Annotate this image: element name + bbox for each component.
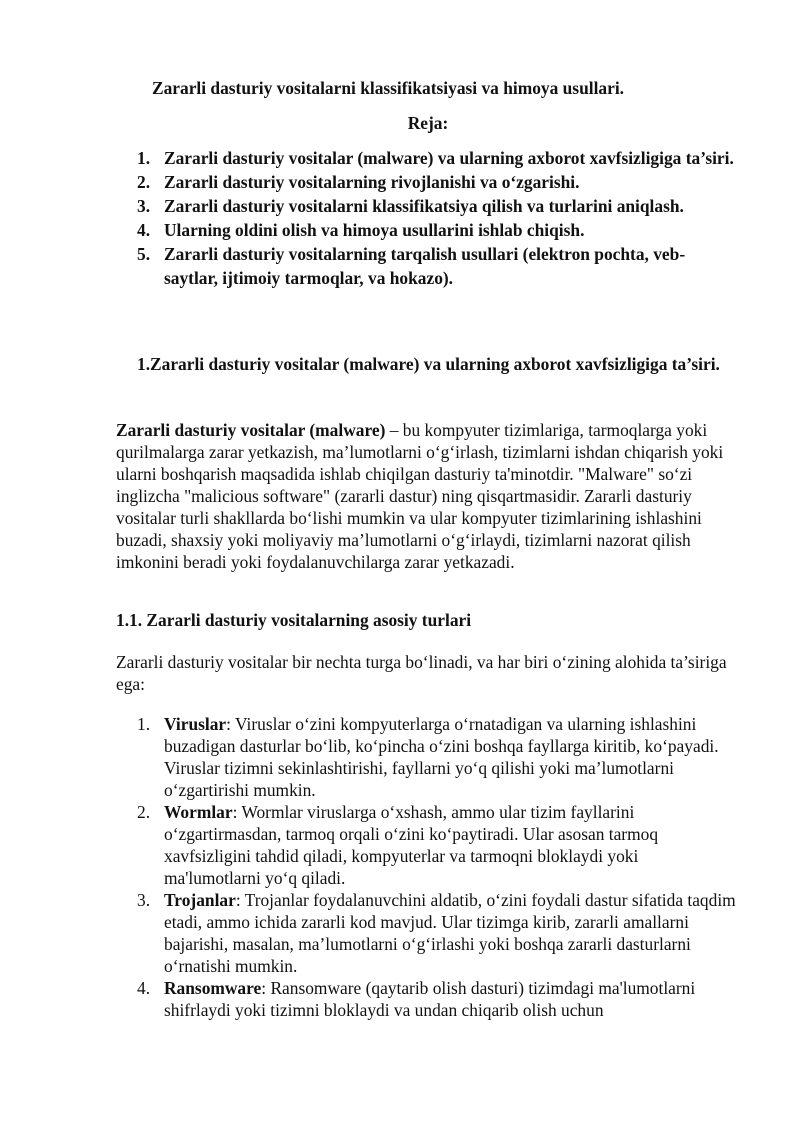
section-1-1-heading: 1.1. Zararli dasturiy vositalarning asosiy turlari xyxy=(116,610,472,630)
plan-item-number: 1. xyxy=(137,148,151,168)
list-item-number: 2. xyxy=(137,802,151,822)
type-description: : Trojanlar foydalanuvchini aldatib, o‘zini foydali dastur sifatida taqdim etadi, ammo ichida zararli kod mavjud. Ular tizimga kirib, zararli amallarni bajarishi, masalan, ma’lumotlarni o‘g‘irlashi yoki boshqa zararli dasturlarni o‘rnatishi mumkin. xyxy=(164,890,736,976)
plan-item xyxy=(137,170,737,194)
plan-item-number: 3. xyxy=(137,196,151,216)
type-description: : Wormlar viruslarga o‘xshash, ammo ular tizim fayllarini o‘zgartirmasdan, tarmoq orqali o‘zini ko‘paytiradi. Ular asosan tarmoq xavfsizligini tahdid qiladi, kompyuterlar va tarmoqni bloklaydi yoki ma'lumotlarni yo‘q qiladi. xyxy=(164,802,659,888)
type-term: Viruslar xyxy=(164,714,227,734)
type-term: Ransomware xyxy=(164,978,262,998)
list-item xyxy=(137,889,737,977)
plan-item-text: Ularning oldini olish va himoya usullarini ishlab chiqish. xyxy=(164,220,585,240)
plan-item-text: Zararli dasturiy vositalar (malware) va ularning axborot xavfsizligiga ta’siri. xyxy=(164,148,734,168)
section-1-paragraph-text: – bu kompyuter tizimlariga, tarmoqlarga yoki qurilmalarga zarar yetkazish, ma’lumotlarni o‘g‘irlash, tizimlarni ishdan chiqarish yoki ularni boshqarish maqsadida ishlab chiqilgan dasturiy ta'minotdir. "Malware" so‘zi inglizcha "malicious software" (zararli dastur) ning qisqartmasidir. Zararli dasturiy vositalar turli shakllarda bo‘lishi mumkin va ular kompyuter tizimlarining ishlashini buzadi, shaxsiy yoki moliyaviy ma’lumotlarni o‘g‘irlaydi, tizimlarni nazorat qilish imkonini beradi yoki foydalanuvchilarga zarar yetkazadi. xyxy=(116,420,724,572)
section-1-1-intro: Zararli dasturiy vositalar bir nechta turga bo‘linadi, va har biri o‘zining alohida ta’siriga ega: xyxy=(116,652,727,694)
malware-term: Zararli dasturiy vositalar (malware) xyxy=(116,420,386,440)
plan-item-number: 5. xyxy=(137,244,151,264)
plan-item-number: 4. xyxy=(137,220,151,240)
type-description: : Viruslar o‘zini kompyuterlarga o‘rnatadigan va ularning ishlashini buzadigan dasturlar bo‘lib, ko‘pincha o‘zini boshqa fayllarga kiritib, ko‘payadi. Viruslar tizimni sekinlashtirishi, fayllarni yo‘q qilishi yoki ma’lumotlarni o‘zgartirishi mumkin. xyxy=(164,714,719,800)
list-item xyxy=(137,713,737,801)
list-item-number: 4. xyxy=(137,978,151,998)
list-item xyxy=(137,801,737,889)
type-term: Trojanlar xyxy=(164,890,236,910)
list-item-number: 1. xyxy=(137,714,151,734)
type-description: : Ransomware (qaytarib olish dasturi) tizimdagi ma'lumotlarni shifrlaydi yoki tizimni bloklaydi va undan chiqarib olish uchun xyxy=(164,978,696,1020)
list-item xyxy=(137,977,737,1021)
section-1-paragraph xyxy=(116,419,736,573)
type-term: Wormlar xyxy=(164,802,233,822)
malware-types-list xyxy=(137,713,737,1021)
plan-item xyxy=(137,194,737,218)
plan-item-number: 2. xyxy=(137,172,151,192)
plan-heading: Reja: xyxy=(407,113,449,133)
document-title: Zararli dasturiy vositalarni klassifikatsiyasi va himoya usullari. xyxy=(151,78,625,98)
plan-list xyxy=(137,146,737,290)
plan-item xyxy=(137,218,737,242)
plan-item-text: Zararli dasturiy vositalarni klassifikatsiya qilish va turlarini aniqlash. xyxy=(164,196,684,216)
plan-item xyxy=(137,146,737,170)
list-item-number: 3. xyxy=(137,890,151,910)
section-1-heading: 1.Zararli dasturiy vositalar (malware) va ularning axborot xavfsizligiga ta’siri. xyxy=(137,354,720,374)
plan-item-text: Zararli dasturiy vositalarning tarqalish usullari (elektron pochta, veb-saytlar, ijtimoiy tarmoqlar, va hokazo). xyxy=(164,244,686,288)
plan-item-text: Zararli dasturiy vositalarning rivojlanishi va o‘zgarishi. xyxy=(164,172,580,192)
plan-item xyxy=(137,242,737,290)
